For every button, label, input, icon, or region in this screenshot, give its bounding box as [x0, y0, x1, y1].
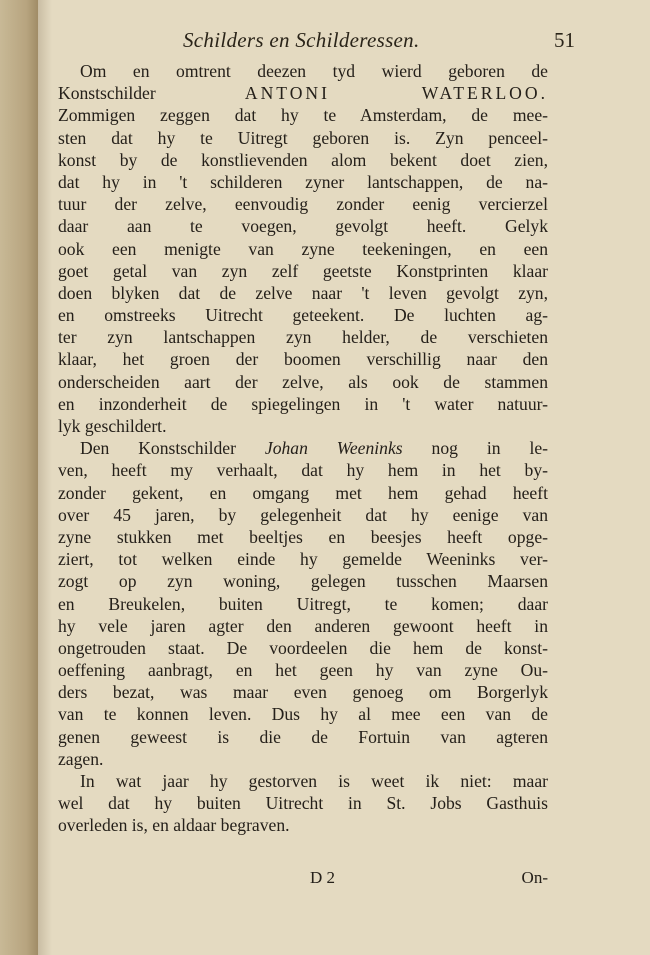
- page-header: [145, 28, 575, 58]
- text-line: wel dat hy buiten Uitrecht in St. Jobs Gasthuis: [58, 793, 548, 814]
- text-line: ziert, tot welken einde hy gemelde Weeninks ver-: [58, 549, 548, 570]
- text-line: Zommigen zeggen dat hy te Amsterdam, de mee-: [58, 105, 548, 126]
- text-line: van te konnen leven. Dus hy al mee een van de: [58, 704, 548, 725]
- text-line: klaar, het groen der boomen verschillig naar den: [58, 349, 548, 370]
- signature-mark: D 2: [310, 868, 336, 887]
- text-line: ter zyn lantschappen zyn helder, de verschieten: [58, 327, 548, 348]
- catchword: On-: [521, 868, 548, 887]
- text-line: Om en omtrent deezen tyd wierd geboren de: [80, 61, 548, 81]
- body-text: [58, 60, 548, 837]
- text-line: over 45 jaren, by gelegenheit dat hy eenige van: [58, 504, 548, 525]
- running-title: Schilders en Schilderessen.: [183, 28, 420, 52]
- text-line: onderscheiden aart der zelve, als ook de stammen: [58, 371, 548, 392]
- gutter-shadow: [38, 0, 52, 955]
- text-line: genen geweest is die de Fortuin van agteren: [58, 726, 548, 747]
- text-line: konst by de konstlievenden alom bekent doet zien,: [58, 149, 548, 170]
- text-line: ook een menigte van zyne teekeningen, en een: [58, 238, 548, 259]
- text-line: In wat jaar hy gestorven is weet ik niet: maar: [80, 771, 548, 791]
- painter-name-caps: ANTONI WATERLOO.: [244, 83, 548, 104]
- text-line: tuur der zelve, eenvoudig zonder eenig vercierzel: [58, 194, 548, 215]
- text-line: hy vele jaren agter den anderen gewoont heeft in: [58, 615, 548, 636]
- text-line: zyne stukken met beeltjes en beesjes heeft opge-: [58, 526, 548, 547]
- text-line: en Breukelen, buiten Uitregt, te komen; daar: [58, 593, 548, 614]
- text-segment: nog in le-: [402, 438, 548, 459]
- text-line: zonder gekent, en omgang met hem gehad heeft: [58, 482, 548, 503]
- painter-name-italic: Johan Weeninks: [264, 438, 403, 459]
- text-line: doen blyken dat de zelve naar 't leven gevolgt zyn,: [58, 282, 548, 303]
- text-line: dat hy in 't schilderen zyner lantschappen, de na-: [58, 171, 548, 192]
- text-line: [58, 437, 548, 459]
- text-line: daar aan te voegen, gevolgt heeft. Gelyk: [58, 216, 548, 237]
- text-line: [58, 82, 548, 104]
- text-line: ven, heeft my verhaalt, dat hy hem in het by-: [58, 460, 548, 481]
- text-segment: Den Konstschilder: [80, 438, 265, 459]
- text-line: en omstreeks Uitrecht geteekent. De luchten ag-: [58, 305, 548, 326]
- text-line: sten dat hy te Uitregt geboren is. Zyn penceel-: [58, 127, 548, 148]
- text-line: goet getal van zyn zelf geetste Konstprinten klaar: [58, 260, 548, 281]
- text-line: overleden is, en aldaar begraven.: [58, 815, 290, 836]
- text-line: oeffening aanbragt, en het geen hy van zyne Ou-: [58, 660, 548, 681]
- page-footer: [58, 868, 548, 892]
- text-line: en inzonderheit de spiegelingen in 't water natuur-: [58, 393, 548, 414]
- text-line: ders bezat, was maar even genoeg om Borgerlyk: [58, 682, 548, 703]
- text-line: ongetrouden staat. De voordeelen die hem de konst-: [58, 637, 548, 658]
- text-line: lyk geschildert.: [58, 416, 167, 436]
- text-line: zagen.: [58, 748, 104, 769]
- text-line: zogt op zyn woning, gelegen tusschen Maarsen: [58, 571, 548, 592]
- text-segment: Konstschilder: [58, 83, 245, 104]
- page-number: 51: [554, 28, 575, 52]
- book-binding: [0, 0, 38, 955]
